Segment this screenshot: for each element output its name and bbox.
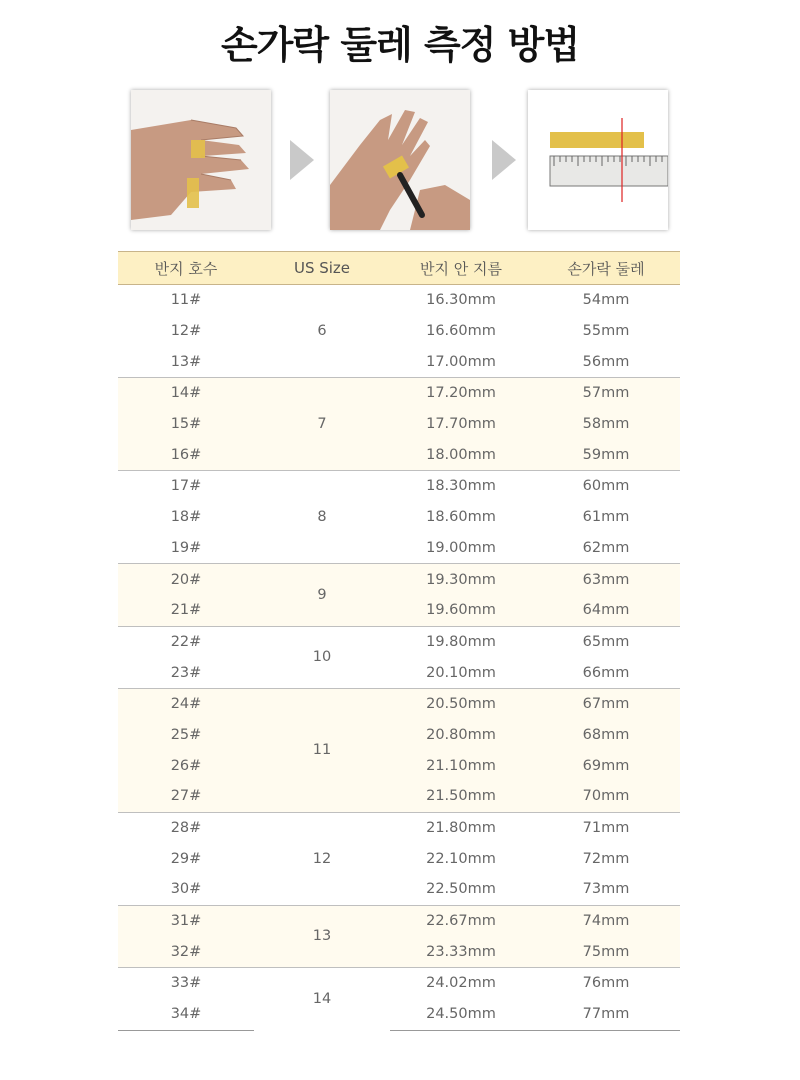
us-size-cell: 6 [317,323,327,340]
finger-circumference-cell: 64mm [532,595,680,626]
us-size-cell: 13 [254,905,390,967]
table-row [118,750,680,781]
ring-number-cell: 22# [118,626,254,657]
us-size-cell: 9 [254,564,390,626]
us-size-cell: 8 [254,471,390,564]
finger-circumference-cell: 75mm [532,936,680,967]
inner-diameter-cell: 19.30mm [390,564,532,595]
table-row [118,781,680,812]
table-row [118,843,680,874]
finger-circumference-cell: 77mm [532,999,680,1030]
table-row [118,285,680,316]
ring-size-table [118,251,680,1031]
finger-circumference-cell: 68mm [532,720,680,751]
step-measure-ruler-image [528,90,668,230]
table-row [118,936,680,967]
inner-diameter-cell: 21.10mm [390,750,532,781]
ring-number-cell: 13# [170,353,202,370]
inner-diameter-cell: 18.30mm [390,471,532,502]
inner-diameter-cell: 19.60mm [390,595,532,626]
table-row [118,874,680,905]
column-header-inner-diameter: 반지 안 지름 [390,252,532,285]
finger-circumference-cell: 59mm [532,439,680,470]
table-row [118,533,680,564]
finger-circumference-cell: 56mm [582,353,630,370]
inner-diameter-cell: 19.00mm [426,539,496,556]
finger-circumference-cell: 55mm [582,323,630,340]
inner-diameter-cell: 23.33mm [390,936,532,967]
table-header-row [118,252,680,285]
table-row [118,626,680,657]
finger-circumference-cell: 67mm [532,688,680,719]
finger-circumference-cell: 62mm [582,539,630,556]
ring-number-cell: 26# [118,750,254,781]
table-row [118,968,680,999]
table-row [118,439,680,470]
ring-number-cell: 12# [170,323,202,340]
table-row [118,688,680,719]
table-row [118,720,680,751]
finger-circumference-cell: 65mm [532,626,680,657]
ring-number-cell: 14# [118,378,254,409]
table-row [118,346,680,377]
finger-circumference-cell: 66mm [582,664,630,681]
inner-diameter-cell: 16.60mm [426,323,496,340]
ring-number-cell: 15# [118,409,254,440]
step-wrap-finger-image [131,90,271,230]
finger-circumference-cell: 63mm [532,564,680,595]
inner-diameter-cell: 18.60mm [426,509,496,526]
ring-number-cell: 29# [170,850,202,867]
finger-circumference-cell: 69mm [532,750,680,781]
ring-number-cell: 17# [118,471,254,502]
us-size-cell: 10 [254,626,390,688]
inner-diameter-cell: 24.50mm [390,999,532,1030]
ring-number-cell: 24# [118,688,254,719]
ring-number-cell: 31# [118,905,254,936]
finger-circumference-cell: 58mm [532,409,680,440]
table-row [118,812,680,843]
finger-circumference-cell: 73mm [582,881,630,898]
inner-diameter-cell: 17.70mm [390,409,532,440]
table-row [118,999,680,1030]
inner-diameter-cell: 20.50mm [390,688,532,719]
ring-number-cell: 27# [118,781,254,812]
us-size-cell: 11 [254,688,390,812]
step-mark-paper-image [330,90,470,230]
ring-number-cell: 25# [118,720,254,751]
finger-circumference-cell: 61mm [582,509,630,526]
finger-circumference-cell: 76mm [532,968,680,999]
inner-diameter-cell: 20.10mm [426,664,496,681]
ring-number-cell: 18# [170,509,202,526]
table-row [118,316,680,347]
finger-circumference-cell: 57mm [532,378,680,409]
column-header-finger-circumference: 손가락 둘레 [532,252,680,285]
next-arrow-icon [290,140,314,180]
inner-diameter-cell: 22.67mm [390,905,532,936]
table-row [118,471,680,502]
finger-circumference-cell: 74mm [532,905,680,936]
table-row [118,657,680,688]
inner-diameter-cell: 21.50mm [390,781,532,812]
inner-diameter-cell: 21.80mm [390,812,532,843]
inner-diameter-cell: 22.10mm [426,850,496,867]
inner-diameter-cell: 19.80mm [390,626,532,657]
ring-number-cell: 30# [170,881,202,898]
inner-diameter-cell: 24.02mm [390,968,532,999]
ring-number-cell: 33# [118,968,254,999]
column-header-us-size: US Size [254,252,390,285]
ring-number-cell: 32# [118,936,254,967]
ring-number-cell: 16# [118,439,254,470]
table-row [118,378,680,409]
inner-diameter-cell: 20.80mm [390,720,532,751]
ring-number-cell: 21# [118,595,254,626]
table-row [118,595,680,626]
table-row [118,564,680,595]
ring-number-cell: 23# [170,664,202,681]
ring-number-cell: 20# [118,564,254,595]
next-arrow-icon [492,140,516,180]
us-size-cell: 12 [254,812,390,905]
table-row [118,409,680,440]
ring-number-cell: 19# [170,539,202,556]
finger-circumference-cell: 70mm [532,781,680,812]
ring-number-cell: 11# [170,292,202,309]
finger-circumference-cell: 72mm [582,850,630,867]
finger-circumference-cell: 54mm [582,292,630,309]
inner-diameter-cell: 17.20mm [390,378,532,409]
inner-diameter-cell: 22.50mm [426,881,496,898]
us-size-cell: 7 [254,378,390,471]
us-size-cell: 14 [254,968,390,1030]
inner-diameter-cell: 16.30mm [426,292,496,309]
finger-circumference-cell: 60mm [532,471,680,502]
column-header-ring-number: 반지 호수 [118,252,254,285]
finger-circumference-cell: 71mm [532,812,680,843]
inner-diameter-cell: 18.00mm [390,439,532,470]
table-body [118,285,680,1031]
inner-diameter-cell: 17.00mm [426,353,496,370]
ring-number-cell: 34# [118,999,254,1030]
ring-number-cell: 28# [118,812,254,843]
page-title: 손가락 둘레 측정 방법 [220,23,580,67]
table-row [118,502,680,533]
table-row [118,905,680,936]
